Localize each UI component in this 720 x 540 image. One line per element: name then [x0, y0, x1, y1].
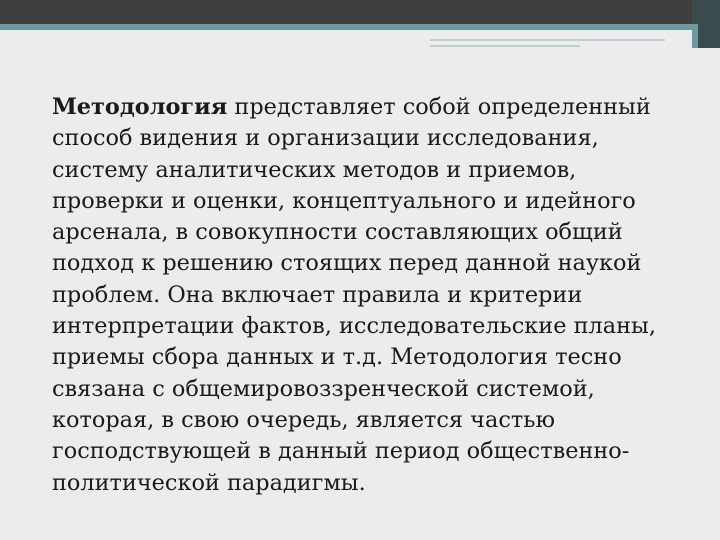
header-band	[0, 0, 720, 24]
definition-text: представляет собой определенный способ видения и организации исследования, систему аналитических методов и приемов, проверки и оценки, концептуального и идейного арсенала, в совокупности составляющих общий подход к решению стоящих перед данной наукой проблем. Она включает правила и критерии интерпретации фактов, исследовательские планы, приемы сбора данных и т.д. Методология тесно связана с общемировоззренческой системой, которая, в свою очередь, является частью господствующей в данный период общественно-политической парадигмы.	[52, 94, 656, 496]
corner-accent	[692, 24, 698, 48]
decorative-line-bottom	[430, 45, 580, 47]
decorative-line-top	[430, 39, 665, 41]
header-accent-rule	[0, 24, 720, 30]
term-heading: Методология	[52, 94, 228, 120]
definition-paragraph	[52, 92, 688, 499]
